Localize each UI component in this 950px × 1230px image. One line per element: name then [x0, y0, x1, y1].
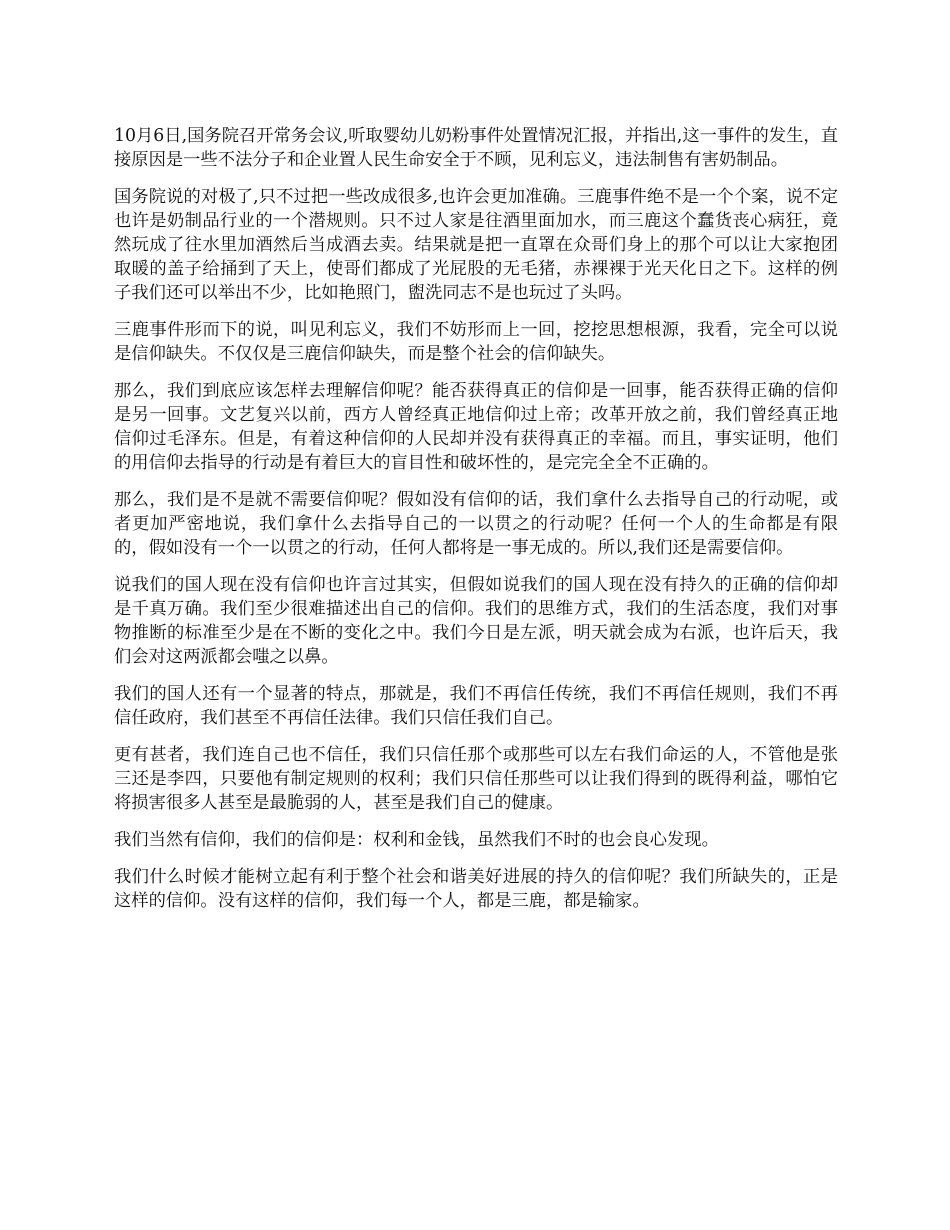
- paragraph-9: 我们当然有信仰，我们的信仰是：权利和金钱，虽然我们不时的也会良心发现。: [114, 830, 719, 850]
- paragraph-7: 我们的国人还有一个显著的特点，那就是，我们不再信任传统，我们不再信任规则，我们不再信任政府，我们甚至不再信任法律。我们只信任我们自己。: [114, 684, 838, 728]
- paragraph-1: 10月6日,国务院召开常务会议,听取婴幼儿奶粉事件处置情况汇报，并指出,这一事件的发生，直接原因是一些不法分子和企业置人民生命安全于不顾，见利忘义，违法制售有害奶制品。: [114, 126, 838, 170]
- paragraph-10: 我们什么时候才能树立起有利于整个社会和谐美好进展的持久的信仰呢？我们所缺失的，正是这样的信仰。没有这样的信仰，我们每一个人，都是三鹿，都是输家。: [114, 867, 838, 911]
- paragraph-6: 说我们的国人现在没有信仰也许言过其实，但假如说我们的国人现在没有持久的正确的信仰却是千真万确。我们至少很难描述出自己的信仰。我们的思维方式，我们的生活态度，我们对事物推断的标准至少是在不断的变化之中。我们今日是左派，明天就会成为右派，也许后天，我们会对这两派都会嗤之以鼻。: [114, 575, 838, 667]
- document-body: [114, 124, 838, 926]
- paragraph-2: 国务院说的对极了,只不过把一些改成很多,也许会更加准确。三鹿事件绝不是一个个案，说不定也许是奶制品行业的一个潜规则。只不过人家是往酒里面加水，而三鹿这个蠢货丧心病狂，竟然玩成了往水里加酒然后当成酒去卖。结果就是把一直罩在众哥们身上的那个可以让大家抱团取暖的盖子给捅到了天上，使哥们都成了光屁股的无毛猪，赤裸裸于光天化日之下。这样的例子我们还可以举出不少，比如艳照门，盥洗同志不是也玩过了头吗。: [114, 187, 838, 303]
- paragraph-5: 那么，我们是不是就不需要信仰呢？假如没有信仰的话，我们拿什么去指导自己的行动呢，或者更加严密地说，我们拿什么去指导自己的一以贯之的行动呢？任何一个人的生命都是有限的，假如没有一个一以贯之的行动，任何人都将是一事无成的。所以,我们还是需要信仰。: [114, 490, 838, 558]
- paragraph-3: 三鹿事件形而下的说，叫见利忘义，我们不妨形而上一回，挖挖思想根源，我看，完全可以说是信仰缺失。不仅仅是三鹿信仰缺失，而是整个社会的信仰缺失。: [114, 320, 838, 364]
- paragraph-8: 更有甚者，我们连自己也不信任，我们只信任那个或那些可以左右我们命运的人，不管他是张三还是李四，只要他有制定规则的权利；我们只信任那些可以让我们得到的既得利益，哪怕它将损害很多人甚至是最脆弱的人，甚至是我们自己的健康。: [114, 745, 838, 813]
- paragraph-4: 那么，我们到底应该怎样去理解信仰呢？能否获得真正的信仰是一回事，能否获得正确的信仰是另一回事。文艺复兴以前，西方人曾经真正地信仰过上帝；改革开放之前，我们曾经真正地信仰过毛泽东。但是，有着这种信仰的人民却并没有获得真正的幸福。而且，事实证明，他们的用信仰去指导的行动是有着巨大的盲目性和破坏性的，是完完全全不正确的。: [114, 381, 838, 473]
